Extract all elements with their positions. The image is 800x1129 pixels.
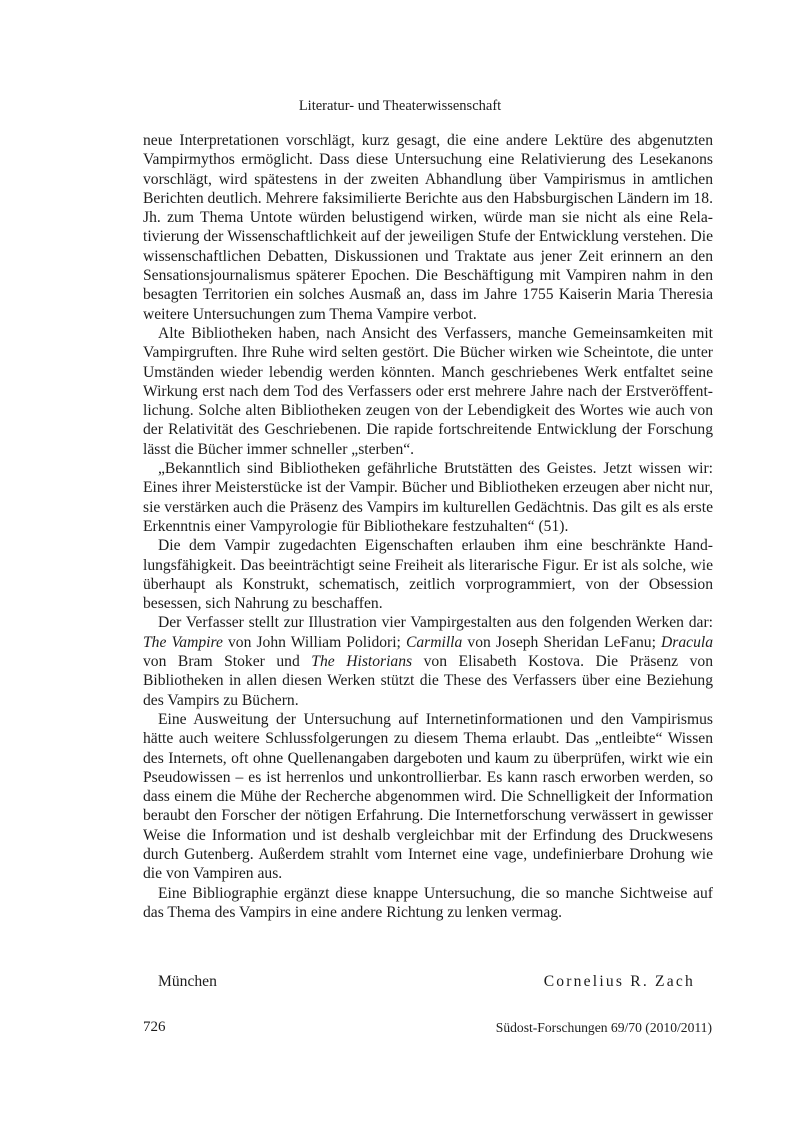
work-title: The Vampire (143, 633, 223, 651)
reviewer-name: Cornelius R. Zach (543, 973, 695, 990)
running-title: Literatur- und Theaterwissenschaft (298, 98, 502, 114)
journal-citation: Südost-Forschungen 69/70 (2010/2011) (495, 1020, 712, 1035)
work-title: The Historians (311, 653, 413, 671)
page-number: 726 (143, 1019, 166, 1035)
works-rest: von Elisabeth Kostova. Die Präsenz von Bibliotheken in allen diesen Werken stützt die These des Verfassers über eine Beziehung des Vampirs zu Büchern. (143, 653, 714, 709)
work-title: Dracula (661, 633, 713, 651)
review-body (143, 131, 713, 922)
paragraph: „Bekanntlich sind Bibliotheken gefährliche Brutstätten des Geistes. Jetzt wissen wir: Eines ihrer Meisterstücke ist der Vampir. Bücher und Bibliotheken erzeugen aber nicht nur, sie verstärken auch die Präsenz des Vampirs im kulturellen Gedächtnis. Das gilt es als erste Erkenntnis einer Vampyrologie für Bibliothekare festzuhalten“ (51). (143, 460, 713, 535)
works-paragraph (143, 613, 713, 709)
work-title: Carmilla (405, 633, 463, 651)
work-author: von Bram Stoker und (143, 653, 312, 671)
works-intro: Der Verfasser stellt zur Illustration vier Vampirgestalten aus den folgenden Werken dar: (158, 614, 713, 632)
work-author: von John William Polidori; (222, 633, 406, 651)
work-author: von Joseph Sheridan LeFanu; (462, 633, 662, 651)
paragraph: Eine Ausweitung der Untersuchung auf Internetinformationen und den Vampirismus hätte auch weitere Schlussfolgerungen zu diesem Thema erlaubt. Das „entleibte“ Wissen des Internets, oft ohne Quellenangaben dargeboten und kaum zu überprüfen, wirkt wie ein Pseudowissen – es ist herrenlos und unkontrollierbar. Es kann rasch erworben werden, so dass einem die Mühe der Recherche abgenommen wird. Die Schnelligkeit der Information beraubt den Forscher der nötigen Erfahrung. Die Internetforschung verwässert in gewisser Weise die Information und ist deshalb vergleichbar mit der Erfindung des Druckwesens durch Gutenberg. Außerdem strahlt vom Internet eine vage, undefinierbare Drohung wie die von Vampiren aus. (143, 710, 713, 883)
paragraph: neue Interpretationen vorschlägt, kurz gesagt, die eine andere Lektüre des abgenutzten Vampirmythos ermöglicht. Dass diese Untersuchung eine Relativierung des Lesekanons vorschlägt, wird spätestens in der zweiten Abhandlung über Vampirismus in amtlichen Berichten deutlich. Mehrere faksimilierte Berichte aus den Habsburgischen Ländern im 18. Jh. zum Thema Untote würden belustigend wirken, würde man sie nicht als eine Relativierung der Wissenschaftlichkeit auf der jeweiligen Stufe der Entwicklung verstehen. Die wissenschaftlichen Debatten, Diskussionen und Traktate aus jener Zeit erinnern an den Sensationsjournalismus späterer Epochen. Die Beschäftigung mit Vampiren nahm in den besagten Territorien ein solches Ausmaß an, dass im Jahre 1755 Kaiserin Maria Theresia weitere Untersuchungen zum Thema Vampire verbot. (143, 132, 713, 323)
paragraph: Eine Bibliographie ergänzt diese knappe Untersuchung, die so manche Sichtweise auf das Thema des Vampirs in eine andere Richtung zu lenken vermag. (143, 884, 713, 921)
place-name: München (158, 973, 217, 990)
paragraph: Die dem Vampir zugedachten Eigenschaften erlauben ihm eine beschränkte Handlungsfähigkeit. Das beeinträchtigt seine Freiheit als literarische Figur. Er ist als solche, wie überhaupt als Konstrukt, schematisch, zeitlich vorprogrammiert, von der Obsession besessen, sich Nahrung zu beschaffen. (143, 537, 713, 613)
paragraph: Alte Bibliotheken haben, nach Ansicht des Verfassers, manche Gemeinsamkeiten mit Vampirgruften. Ihre Ruhe wird selten gestört. Die Bücher wirken wie Scheintote, die unter Umständen wieder lebendig werden könnten. Manch geschriebenes Werk entfaltet seine Wirkung erst nach dem Tod des Verfassers oder erst mehrere Jahre nach der Erstveröffentlichung. Solche alten Bibliotheken zeugen von der Lebendigkeit des Wortes wie auch von der Relativität des Geschriebenen. Die rapide fortschreitende Entwicklung der Forschung lässt die Bücher immer schneller „sterben“. (143, 324, 713, 458)
